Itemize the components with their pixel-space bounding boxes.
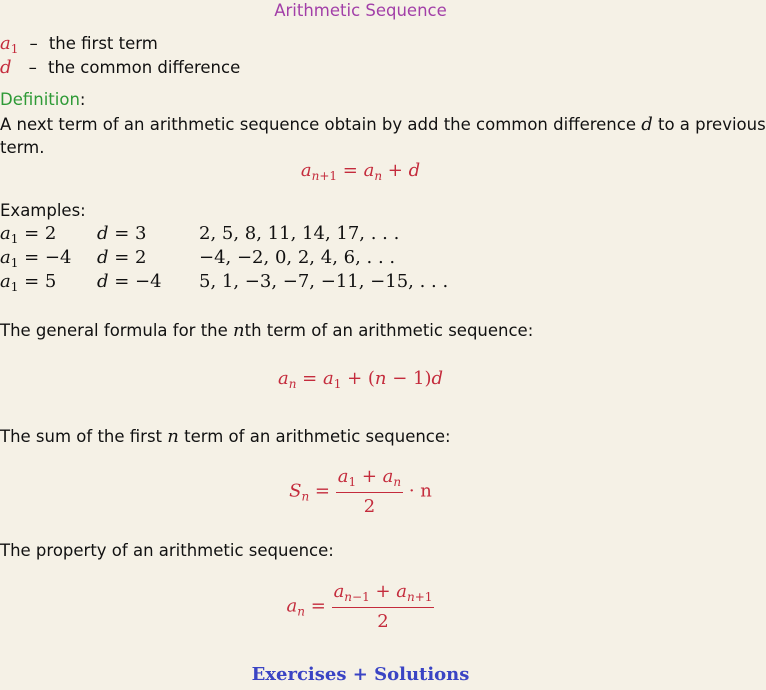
page-title: Arithmetic Sequence <box>274 1 447 20</box>
general-formula: $a_n = a_1 + (n - 1)d$ <box>277 368 444 391</box>
example-sequence: 2, 5, 8, 11, 14, 17, . . . <box>199 223 400 244</box>
example-a1: $a_1 = 2$ <box>0 223 57 246</box>
example-row <box>0 223 721 247</box>
property-formula: $a_n$ = $\frac{a_{n-1} + a_{n+1}}{2}$ <box>286 581 433 632</box>
example-a1: $a_1 = 5$ <box>0 271 57 294</box>
example-d: d = −4 <box>97 271 162 292</box>
example-d: d = 2 <box>97 247 147 268</box>
sum-formula: $S_n$ = $\frac{a_1 + a_n}{2}$ · n <box>289 466 432 517</box>
sum-formula-text: The sum of the first n term of an arithmetic sequence: <box>0 426 451 447</box>
example-d: d = 3 <box>97 223 147 244</box>
definition-formula: $a_{n+1} = a_n + d$ <box>300 160 421 183</box>
definition-text-line1: A next term of an arithmetic sequence obtain by add the common difference d to a previous <box>0 114 766 135</box>
legend-symbol-a1: $a_1$ <box>0 33 19 56</box>
legend-dash: – <box>29 34 38 53</box>
legend-first-term <box>0 33 158 56</box>
example-sequence: 5, 1, −3, −7, −11, −15, . . . <box>199 271 449 292</box>
property-text: The property of an arithmetic sequence: <box>0 541 334 560</box>
legend-symbol-d: d <box>0 57 12 78</box>
definition-heading: Definition: <box>0 90 86 109</box>
legend-text: the common difference <box>47 58 241 77</box>
legend-text: the first term <box>48 34 158 53</box>
example-sequence: −4, −2, 0, 2, 4, 6, . . . <box>199 247 396 268</box>
definition-text-line2: term. <box>0 138 45 157</box>
legend-common-difference <box>0 57 240 78</box>
general-formula-text: The general formula for the nth term of an arithmetic sequence: <box>0 320 534 341</box>
legend-dash: – <box>28 58 37 77</box>
example-row <box>0 271 721 295</box>
example-row <box>0 247 721 271</box>
property-fraction: $\frac{a_{n-1} + a_{n+1}}{2}$ <box>333 581 433 632</box>
exercises-solutions-link[interactable]: Exercises + Solutions <box>251 664 470 685</box>
examples-heading: Examples: <box>0 201 86 220</box>
example-a1: $a_1 = -4$ <box>0 247 72 270</box>
sum-fraction: $\frac{a_1 + a_n}{2}$ <box>337 466 402 517</box>
